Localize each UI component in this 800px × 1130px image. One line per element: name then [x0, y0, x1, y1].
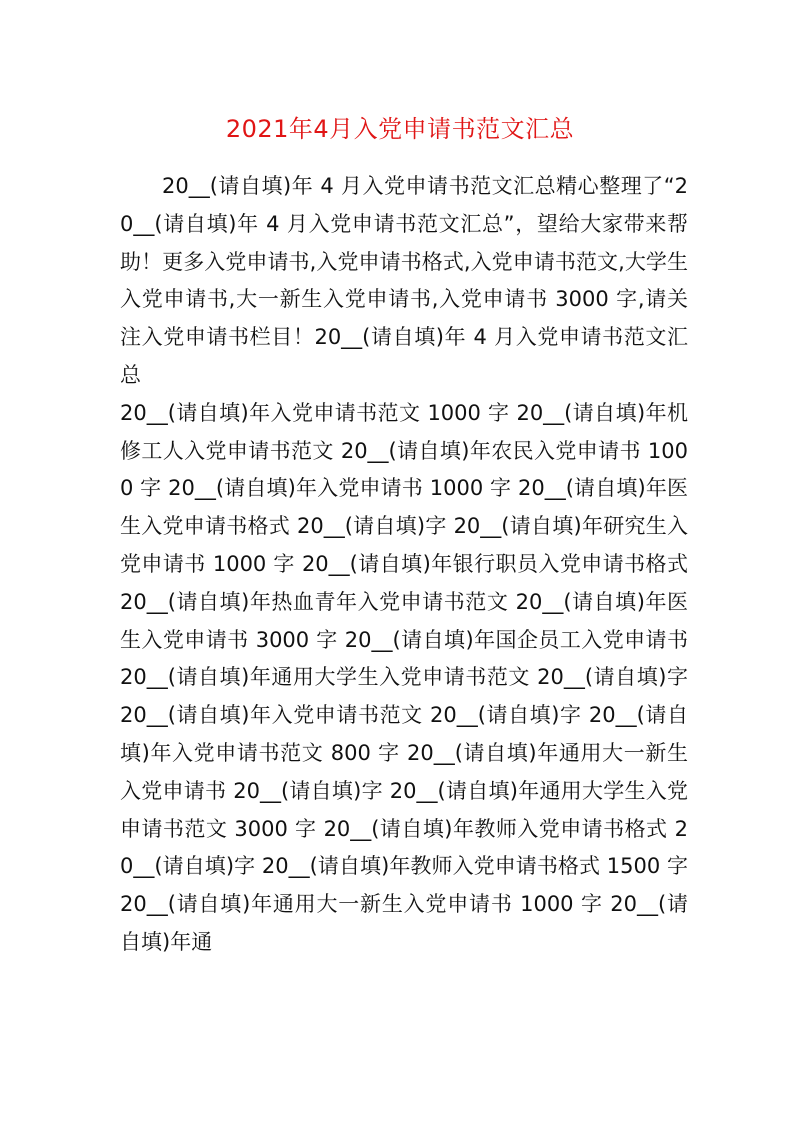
- article-list-paragraph: 20__(请自填)年入党申请书范文 1000 字 20__(请自填)年机修工人入党申请书范文 20__(请自填)年农民入党申请书 1000 字 20__(请自填)年入党申请书 1000 字 20__(请自填)年医生入党申请书格式 20__(请自填)字 20__(请自填)年研究生入党申请书 1000 字 20__(请自填)年银行职员入党申请书格式 20__(请自填)年热血青年入党申请书范文 20__(请自填)年医生入党申请书 3000 字 20__(请自填)年国企员工入党申请书 20__(请自填)年通用大学生入党申请书范文 20__(请自填)字 20__(请自填)年入党申请书范文 20__(请自填)字 20__(请自填)年入党申请书范文 800 字 20__(请自填)年通用大一新生入党申请书 20__(请自填)字 20__(请自填)年通用大学生入党申请书范文 3000 字 20__(请自填)年教师入党申请书格式 20__(请自填)字 20__(请自填)年教师入党申请书格式 1500 字 20__(请自填)年通用大一新生入党申请书 1000 字 20__(请自填)年通: [120, 400, 688, 954]
- intro-paragraph: 20__(请自填)年 4 月入党申请书范文汇总精心整理了“20__(请自填)年 4 月入党申请书范文汇总”，望给大家带来帮助！更多入党申请书,入党申请书格式,入党申请书范文,大学生入党申请书,大一新生入党申请书,入党申请书 3000 字,请关注入党申请书栏目！20__(请自填)年 4 月入党申请书范文汇总: [120, 174, 688, 387]
- document-body: [120, 168, 688, 962]
- document-title: 2021年4月入党申请书范文汇总: [225, 115, 575, 143]
